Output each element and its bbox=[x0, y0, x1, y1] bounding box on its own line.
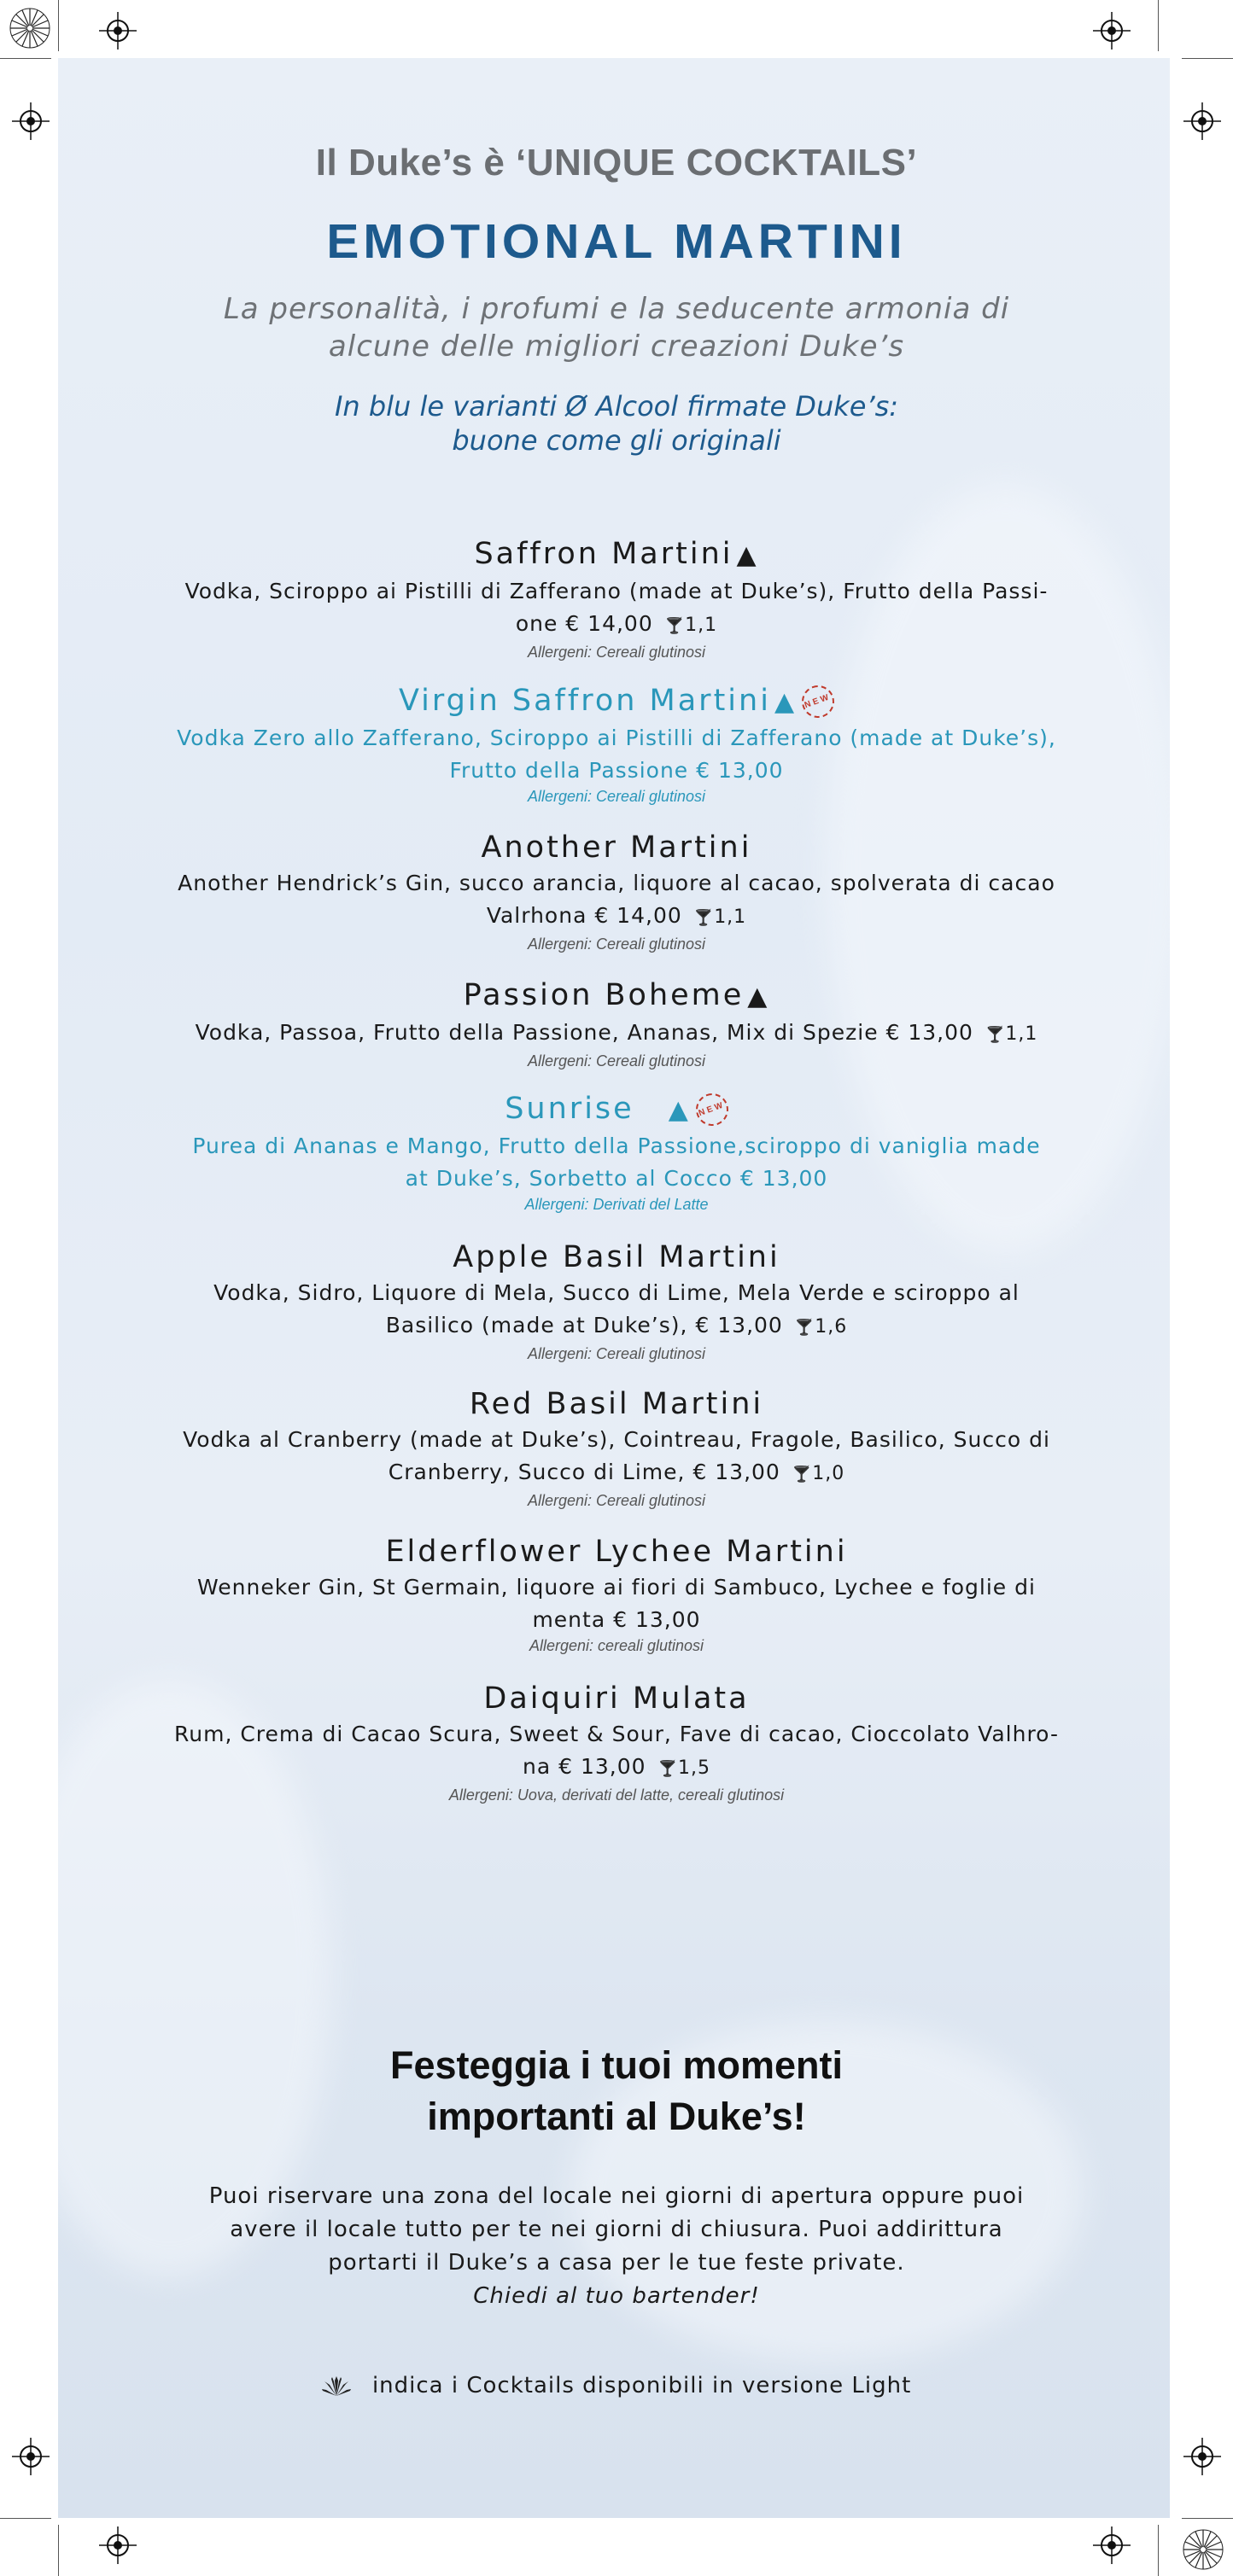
alcohol-free-note bbox=[171, 389, 1062, 458]
trim-line bbox=[1158, 2525, 1159, 2576]
cocktail-price-text: Cranberry, Succo di Lime, € 13,00 bbox=[388, 1460, 780, 1484]
alcohol-units bbox=[665, 609, 717, 643]
allergens-note: Allergeni: Cereali glutinosi bbox=[527, 1492, 706, 1509]
alcohol-units-value: 1,5 bbox=[677, 1757, 710, 1779]
cocktail-description-text: Vodka, Sciroppo ai Pistilli di Zafferano (made at Duke’s), Frutto della Passi- bbox=[184, 579, 1049, 603]
alcohol-units-value: 1,1 bbox=[685, 615, 718, 636]
light-version-note bbox=[0, 2373, 1233, 2398]
cocktail-item bbox=[145, 1384, 1088, 1510]
alcohol-units bbox=[658, 1752, 710, 1786]
cocktail-description-text: Another Hendrick’s Gin, succo arancia, liquore al cacao, spolverata di cacao bbox=[178, 871, 1055, 895]
alcohol-free-note-line: buone come gli originali bbox=[452, 424, 781, 457]
registration-mark-icon bbox=[1183, 102, 1221, 140]
trim-line bbox=[0, 2518, 51, 2519]
cocktail-description bbox=[145, 755, 1088, 787]
cocktail-price-text: one € 14,00 bbox=[515, 611, 653, 636]
cocktail-description bbox=[145, 1604, 1088, 1636]
cocktail-description-text: Wenneker Gin, St Germain, liquore ai fiori di Sambuco, Lychee e foglie di bbox=[197, 1575, 1036, 1600]
promo-title bbox=[0, 2040, 1233, 2142]
cocktail-name: Red Basil Martini bbox=[469, 1387, 764, 1421]
cocktail-name: Elderflower Lychee Martini bbox=[385, 1535, 848, 1569]
cocktail-name-row bbox=[145, 828, 1088, 867]
trim-line bbox=[58, 2525, 59, 2576]
allergens-note: Allergeni: Cereali glutinosi bbox=[527, 644, 706, 661]
cocktail-name: Another Martini bbox=[481, 830, 752, 865]
cocktail-description bbox=[145, 608, 1088, 643]
cocktail-name-row bbox=[145, 1089, 1088, 1130]
cocktail-price-text: na € 13,00 bbox=[523, 1754, 646, 1779]
cocktail-glass-icon: 🍸 bbox=[985, 1026, 1006, 1044]
triangle-marker-icon: ▲ bbox=[668, 1095, 691, 1125]
cocktail-item bbox=[145, 534, 1088, 661]
alcohol-units bbox=[792, 1458, 844, 1491]
section-title: EMOTIONAL MARTINI bbox=[326, 214, 907, 269]
subtitle-line: alcune delle migliori creazioni Duke’s bbox=[328, 329, 905, 364]
registration-mark-icon bbox=[12, 102, 50, 140]
registration-mark-icon bbox=[99, 2526, 137, 2564]
cocktail-description bbox=[145, 1017, 1088, 1052]
cocktail-description bbox=[145, 867, 1088, 900]
cocktail-glass-icon: 🍸 bbox=[664, 617, 686, 635]
promo-call-to-action: Chiedi al tuo bartender! bbox=[473, 2283, 760, 2309]
cocktail-name: Apple Basil Martini bbox=[453, 1240, 780, 1274]
cocktail-description-text: Purea di Ananas e Mango, Frutto della Passione,sciroppo di vaniglia made bbox=[192, 1134, 1041, 1158]
new-badge-icon: NEW bbox=[691, 1089, 733, 1131]
color-calibration-icon bbox=[1182, 2528, 1224, 2571]
new-badge-icon: NEW bbox=[798, 681, 839, 723]
trim-line bbox=[1158, 0, 1159, 51]
triangle-marker-icon: ▲ bbox=[747, 982, 770, 1011]
cocktail-description bbox=[145, 1424, 1088, 1456]
cocktail-item bbox=[145, 681, 1088, 806]
light-version-note-text: indica i Cocktails disponibili in versione Light bbox=[371, 2373, 912, 2398]
cocktail-item bbox=[145, 976, 1088, 1070]
allergens-note: Allergeni: Cereali glutinosi bbox=[527, 1052, 706, 1069]
cocktail-price-text: menta € 13,00 bbox=[532, 1607, 701, 1632]
cocktail-item bbox=[145, 1238, 1088, 1363]
cocktail-description-text: Vodka al Cranberry (made at Duke’s), Cointreau, Fragole, Basilico, Succo di bbox=[183, 1427, 1050, 1452]
cocktail-glass-icon: 🍸 bbox=[792, 1466, 813, 1483]
cocktail-description bbox=[145, 1571, 1088, 1604]
alcohol-units bbox=[985, 1018, 1037, 1052]
subtitle-line: La personalità, i profumi e la seducente armonia di bbox=[223, 292, 1010, 326]
cocktail-description bbox=[145, 1130, 1088, 1163]
registration-mark-icon bbox=[99, 12, 137, 50]
cocktail-price-text: Valrhona € 14,00 bbox=[486, 903, 682, 928]
cocktail-glass-icon: 🍸 bbox=[657, 1760, 678, 1778]
trim-line bbox=[1182, 58, 1233, 59]
cocktail-description bbox=[145, 1456, 1088, 1491]
cocktail-name-row bbox=[145, 1679, 1088, 1718]
cocktail-name: Saffron Martini bbox=[474, 537, 733, 571]
alcohol-units-value: 1,1 bbox=[714, 906, 747, 928]
cocktail-item bbox=[145, 1679, 1088, 1804]
cocktail-price-text: at Duke’s, Sorbetto al Cocco € 13,00 bbox=[405, 1166, 828, 1191]
color-calibration-icon bbox=[9, 7, 51, 50]
cocktail-name-row bbox=[145, 1384, 1088, 1424]
cocktail-description bbox=[145, 1751, 1088, 1786]
alcohol-free-note-line: In blu le varianti Ø Alcool firmate Duke’s: bbox=[334, 390, 899, 423]
menu-header-title: Il Duke’s è ‘UNIQUE COCKTAILS’ bbox=[315, 142, 918, 184]
alcohol-units-value: 1,0 bbox=[812, 1463, 845, 1484]
allergens-note: Allergeni: Cereali glutinosi bbox=[527, 788, 706, 805]
promo-text-line: Puoi riservare una zona del locale nei giorni di apertura oppure puoi bbox=[208, 2183, 1025, 2209]
alcohol-units-value: 1,1 bbox=[1005, 1023, 1038, 1045]
cocktail-glass-icon: 🍸 bbox=[693, 909, 715, 927]
alcohol-units-value: 1,6 bbox=[815, 1316, 848, 1338]
trim-line bbox=[0, 58, 51, 59]
allergens-note: Allergeni: Derivati del Latte bbox=[524, 1196, 709, 1213]
cocktail-price-text: Basilico (made at Duke’s), € 13,00 bbox=[385, 1313, 783, 1338]
cocktail-description bbox=[145, 1277, 1088, 1309]
cocktail-name-row bbox=[145, 534, 1088, 575]
cocktail-description-text: Vodka, Sidro, Liquore di Mela, Succo di Lime, Mela Verde e sciroppo al bbox=[213, 1280, 1020, 1305]
allergens-note: Allergeni: Cereali glutinosi bbox=[527, 1345, 706, 1362]
cocktail-description-text: Vodka Zero allo Zafferano, Sciroppo ai Pistilli di Zafferano (made at Duke’s), bbox=[177, 726, 1056, 750]
agave-leaf-icon bbox=[322, 2375, 351, 2398]
promo-title-line: importanti al Duke’s! bbox=[427, 2095, 806, 2138]
promo-text-line: avere il locale tutto per te nei giorni di chiusura. Puoi addirittura bbox=[230, 2217, 1003, 2242]
cocktail-glass-icon: 🍸 bbox=[794, 1319, 815, 1337]
trim-line bbox=[58, 0, 59, 51]
registration-mark-icon bbox=[1183, 2438, 1221, 2475]
cocktail-name: Passion Boheme bbox=[463, 978, 745, 1012]
triangle-marker-icon: ▲ bbox=[736, 540, 759, 570]
alcohol-units bbox=[795, 1311, 847, 1344]
cocktail-name-row bbox=[145, 1532, 1088, 1571]
cocktail-item bbox=[145, 1532, 1088, 1655]
promo-title-line: Festeggia i tuoi momenti bbox=[389, 2043, 844, 2087]
cocktail-description bbox=[145, 900, 1088, 935]
cocktail-name: Daiquiri Mulata bbox=[483, 1681, 750, 1716]
cocktail-description bbox=[145, 722, 1088, 755]
triangle-marker-icon: ▲ bbox=[774, 687, 798, 717]
cocktail-name-row bbox=[145, 681, 1088, 722]
cocktail-name: Virgin Saffron Martini bbox=[398, 684, 771, 718]
promo-text bbox=[171, 2180, 1062, 2313]
cocktail-description bbox=[145, 575, 1088, 608]
cocktail-name: Sunrise bbox=[505, 1092, 634, 1126]
registration-mark-icon bbox=[1093, 2526, 1131, 2564]
cocktail-price-text: Frutto della Passione € 13,00 bbox=[449, 758, 784, 783]
section-subtitle bbox=[154, 290, 1079, 365]
cocktail-name-row bbox=[145, 976, 1088, 1017]
registration-mark-icon bbox=[12, 2438, 50, 2475]
cocktail-description-text: Vodka, Passoa, Frutto della Passione, Ananas, Mix di Spezie € 13,00 bbox=[195, 1020, 973, 1045]
registration-mark-icon bbox=[1093, 12, 1131, 50]
cocktail-description-text: Rum, Crema di Cacao Scura, Sweet & Sour, Fave di cacao, Cioccolato Valhro- bbox=[174, 1722, 1059, 1746]
cocktail-item bbox=[145, 828, 1088, 953]
promo-text-line: portarti il Duke’s a casa per le tue feste private. bbox=[328, 2250, 905, 2276]
cocktail-description bbox=[145, 1718, 1088, 1751]
alcohol-units bbox=[694, 901, 746, 935]
cocktail-name-row bbox=[145, 1238, 1088, 1277]
cocktail-item bbox=[145, 1089, 1088, 1214]
allergens-note: Allergeni: cereali glutinosi bbox=[529, 1637, 704, 1654]
allergens-note: Allergeni: Uova, derivati del latte, cereali glutinosi bbox=[448, 1786, 785, 1804]
trim-line bbox=[1182, 2518, 1233, 2519]
allergens-note: Allergeni: Cereali glutinosi bbox=[527, 935, 706, 953]
cocktail-description bbox=[145, 1309, 1088, 1344]
cocktail-description bbox=[145, 1163, 1088, 1195]
